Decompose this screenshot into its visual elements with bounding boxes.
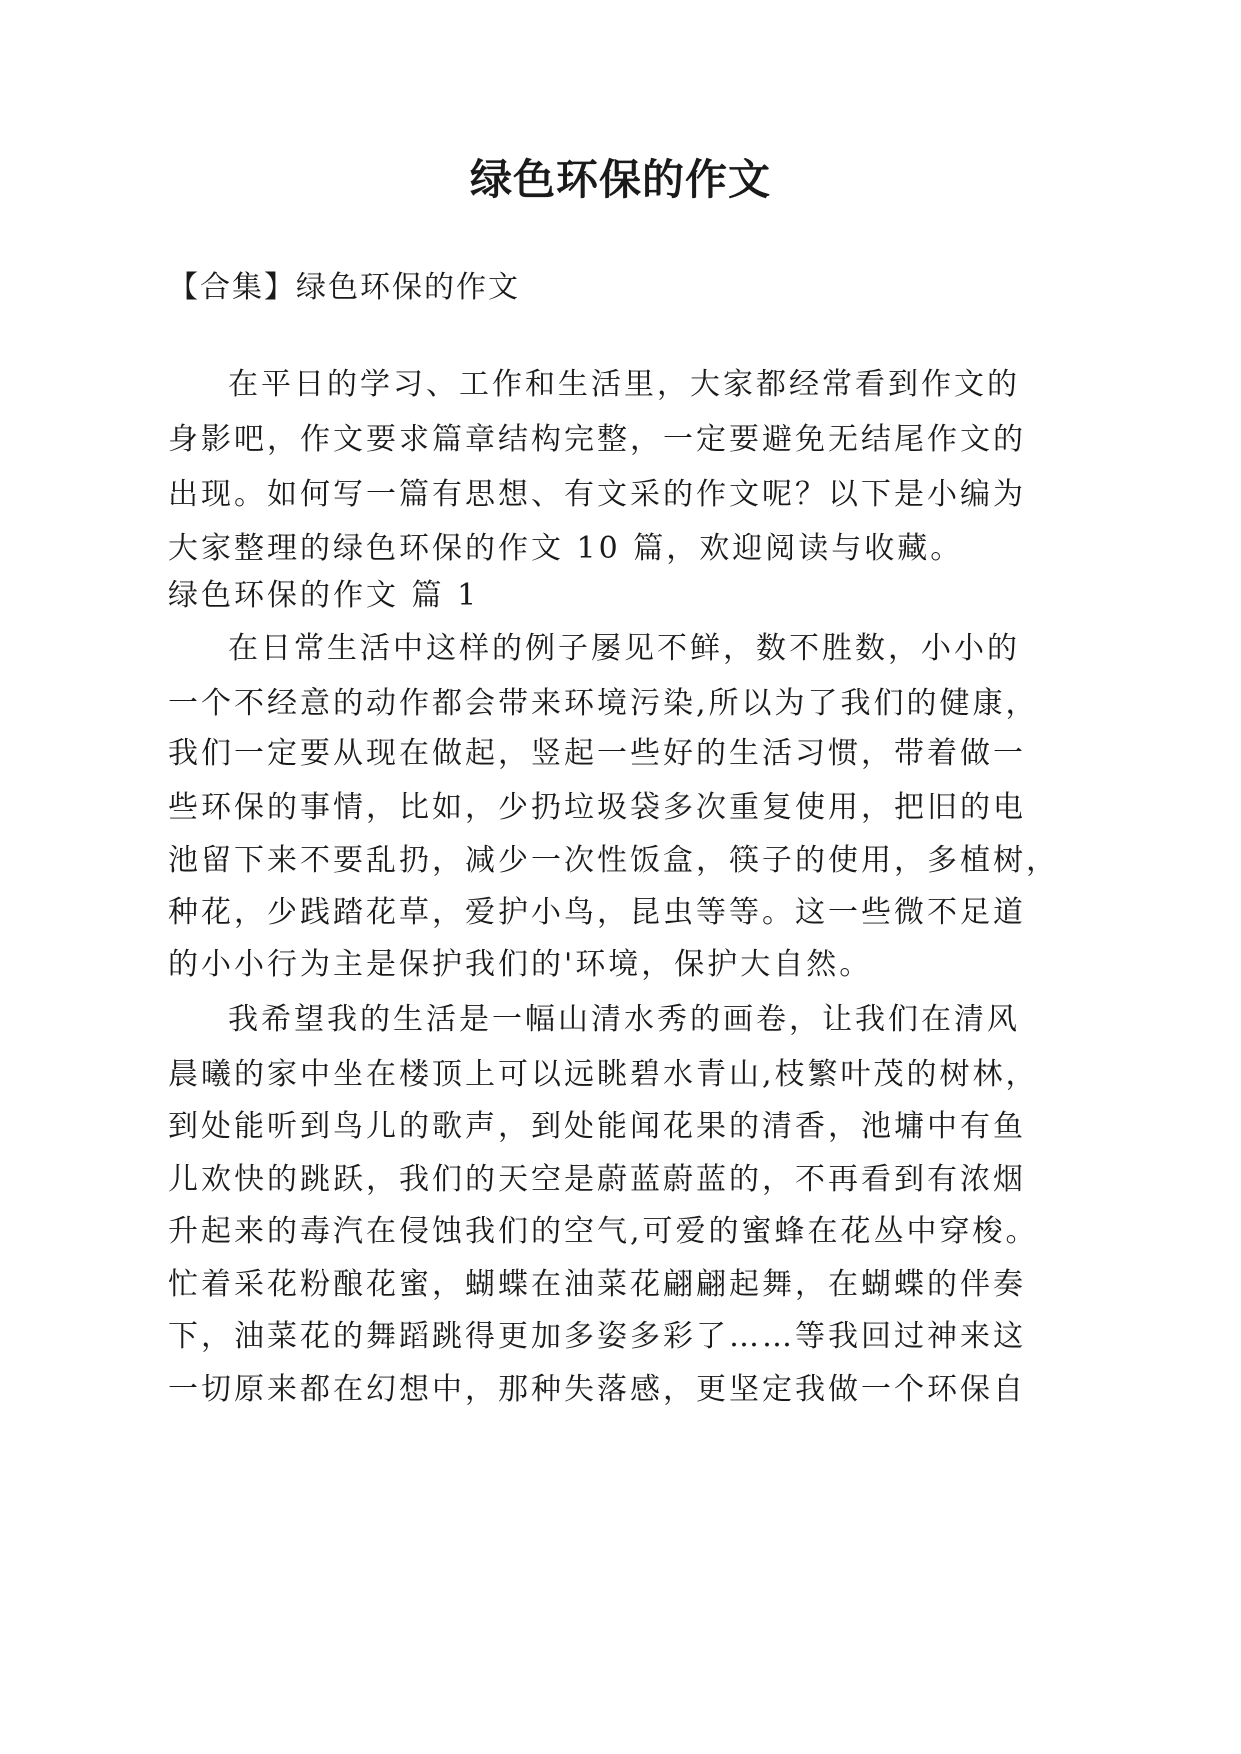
collection-heading: 【合集】绿色环保的作文 — [168, 270, 520, 305]
paragraph-line: 身影吧，作文要求篇章结构完整，一定要避免无结尾作文的 — [168, 422, 1026, 457]
paragraph-line: 大家整理的绿色环保的作文 10 篇，欢迎阅读与收藏。 — [168, 531, 964, 566]
paragraph-line: 我们一定要从现在做起，竖起一些好的生活习惯，带着做一 — [168, 736, 1026, 771]
paragraph-line: 池留下来不要乱扔，减少一次性饭盒，筷子的使用，多植树， — [168, 843, 1059, 878]
paragraph-line: 些环保的事情，比如，少扔垃圾袋多次重复使用，把旧的电 — [168, 790, 1026, 825]
paragraph-line: 下，油菜花的舞蹈跳得更加多姿多彩了……等我回过神来这 — [168, 1319, 1026, 1354]
section-heading: 绿色环保的作文 篇 1 — [168, 578, 480, 613]
paragraph-line: 我希望我的生活是一幅山清水秀的画卷，让我们在清风 — [228, 1002, 1020, 1037]
paragraph-line: 的小小行为主是保护我们的'环境，保护大自然。 — [168, 947, 873, 982]
paragraph-line: 晨曦的家中坐在楼顶上可以远眺碧水青山,枝繁叶茂的树林， — [168, 1057, 1039, 1092]
paragraph-line: 儿欢快的跳跃，我们的天空是蔚蓝蔚蓝的，不再看到有浓烟 — [168, 1162, 1026, 1197]
paragraph-line: 出现。如何写一篇有思想、有文采的作文呢？以下是小编为 — [168, 477, 1026, 512]
paragraph-line: 种花，少践踏花草，爱护小鸟，昆虫等等。这一些微不足道 — [168, 895, 1026, 930]
document-title: 绿色环保的作文 — [469, 155, 771, 204]
paragraph-line: 一个不经意的动作都会带来环境污染,所以为了我们的健康， — [168, 686, 1039, 721]
paragraph-line: 一切原来都在幻想中，那种失落感，更坚定我做一个环保自 — [168, 1372, 1026, 1407]
paragraph-line: 到处能听到鸟儿的歌声，到处能闻花果的清香，池墉中有鱼 — [168, 1109, 1026, 1144]
paragraph-line: 忙着采花粉酿花蜜，蝴蝶在油菜花翩翩起舞，在蝴蝶的伴奏 — [168, 1267, 1026, 1302]
paragraph-line: 在平日的学习、工作和生活里，大家都经常看到作文的 — [228, 367, 1020, 402]
paragraph-line: 升起来的毒汽在侵蚀我们的空气,可爱的蜜蜂在花丛中穿梭。 — [168, 1214, 1039, 1249]
paragraph-line: 在日常生活中这样的例子屡见不鲜，数不胜数，小小的 — [228, 631, 1020, 666]
